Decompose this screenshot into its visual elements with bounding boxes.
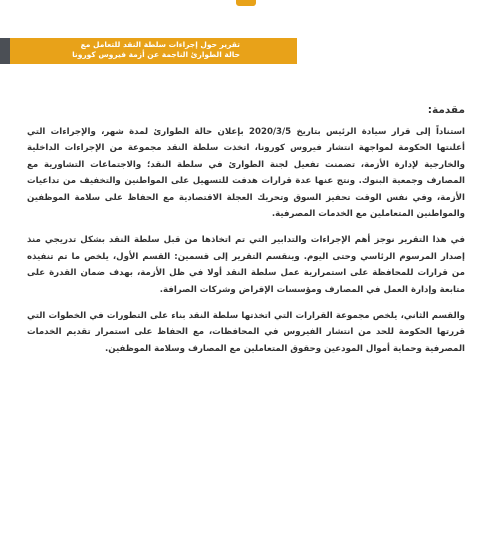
document-body (27, 102, 465, 367)
report-title-line-2: حالة الطوارئ الناجمة عن أزمة فيروس كورونا (72, 50, 240, 59)
header-dark-edge (0, 38, 10, 64)
report-header-band (0, 38, 495, 64)
paragraph-1: استناداً إلى قرار سيادة الرئيس بتاريخ 2020/3/5 بإعلان حالة الطوارئ لمدة شهر، والإجراءات التي أعلنتها الحكومة لمواجهة انتشار فيروس كورونا، اتخذت سلطة النقد مجموعة من الإجراءات الداخلية والخارجية لإدارة الأزمة، تضمنت تفعيل لجنة الطوارئ في سلطة النقد؛ والاجتماعات التشاورية مع المصارف وجمعية البنوك. ونتج عنها عدة قرارات هدفت للتسهيل على المواطنين والتخفيف من تداعيات الأزمة، وفي نفس الوقت تحفيز السوق وتحريك العجلة الاقتصادية مع الحفاظ على سلامة الموظفين والمواطنين المتعاملين مع الخدمات المصرفية. (27, 127, 465, 220)
report-title (70, 40, 240, 60)
top-accent-tab (236, 0, 256, 6)
paragraph-2: في هذا التقرير نوجز أهم الإجراءات والتدابير التي تم اتخاذها من قبل سلطة النقد بشكل تدريجي منذ إصدار المرسوم الرئاسي وحتى اليوم. وينقسم التقرير إلى قسمين: القسم الأول، يلخص ما تم تنفيذه من قرارات للمحافظة على استمرارية عمل سلطة النقد أولا في ظل الأزمة، بهدف ضمان القدرة على متابعة وإدارة العمل في المصارف ومؤسسات الإقراض وشركات الصرافة. (27, 235, 465, 295)
paragraph-3: والقسم الثاني، يلخص مجموعة القرارات التي اتخذتها سلطة النقد بناء على التطورات في الخطوات التي قررتها الحكومة للحد من انتشار الفيروس في المحافظات، مع الحفاظ على استمرار تقديم الخدمات المصرفية وحماية أموال المودعين وحقوق المتعاملين مع المصارف وسلامة الموظفين. (27, 311, 465, 354)
report-title-line-1: تقرير حول إجراءات سلطة النقد للتعامل مع (80, 40, 240, 49)
section-heading: مقدمة: (427, 104, 465, 116)
